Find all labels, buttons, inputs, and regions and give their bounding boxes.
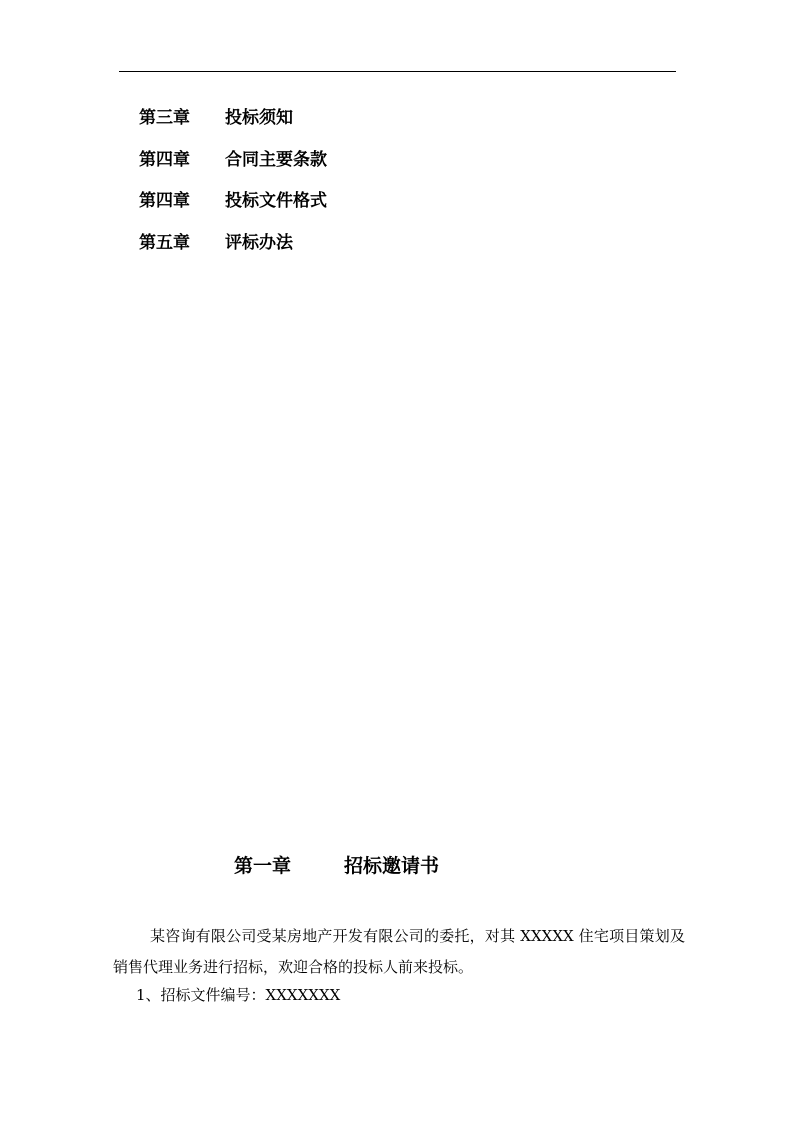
toc-entry <box>139 147 539 189</box>
toc-chapter-label: 第五章 <box>139 232 190 253</box>
toc-title: 投标须知 <box>225 108 293 128</box>
toc-title: 评标办法 <box>225 232 293 253</box>
invitation-paragraph: 某咨询有限公司受某房地产开发有限公司的委托，对其 XXXXX 住宅项目策划及销售代理业务进行招标，欢迎合格的投标人前来投标。 <box>113 927 685 976</box>
toc-title: 合同主要条款 <box>225 149 327 170</box>
list-item: 1、招标文件编号：XXXXXXX <box>136 986 341 1004</box>
section-title: 招标邀请书 <box>344 855 440 877</box>
toc-title: 投标文件格式 <box>225 191 327 211</box>
toc-entry <box>139 105 539 147</box>
toc-chapter-label: 第四章 <box>139 191 190 211</box>
header-rule <box>119 71 676 72</box>
toc-chapter-label: 第四章 <box>139 149 190 170</box>
table-of-contents <box>139 105 539 271</box>
toc-entry <box>139 188 539 230</box>
toc-entry <box>139 230 539 272</box>
section-chapter-label: 第一章 <box>234 855 292 877</box>
toc-chapter-label: 第三章 <box>139 108 190 128</box>
